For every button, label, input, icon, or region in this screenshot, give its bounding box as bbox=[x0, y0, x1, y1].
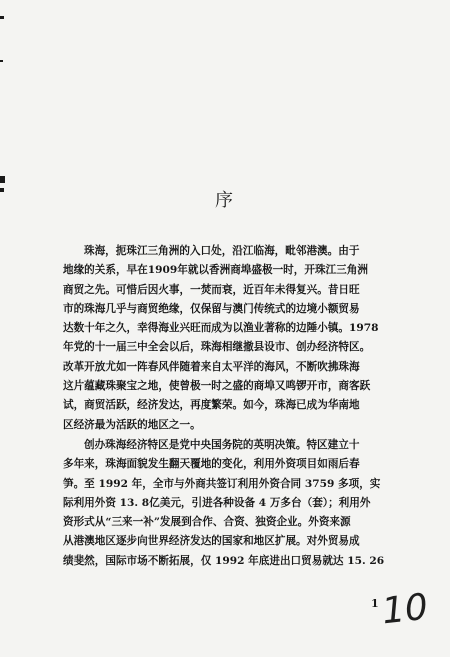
text-line: 从港澳地区逐步向世界经济发达的国家和地区扩展。对外贸易成 bbox=[63, 535, 360, 548]
text-line: 达数十年之久，幸得海业兴旺而成为以渔业著称的边陲小镇。1978 bbox=[63, 322, 379, 335]
text-line: 区经济最为活跃的地区之一。 bbox=[63, 418, 201, 431]
text-line: 改革开放尤如一阵春风伴随着来自太平洋的海风，不断吹拂珠海 bbox=[63, 360, 360, 373]
handwritten-note: 10 bbox=[379, 586, 430, 633]
paragraph-1 bbox=[63, 242, 386, 435]
text-line: 创办珠海经济特区是党中央国务院的英明决策。特区建立十 bbox=[84, 439, 360, 451]
scan-edge-mark bbox=[0, 176, 5, 183]
scan-edge-mark bbox=[0, 60, 3, 62]
text-line: 试，商贸活跃，经济发达，再度繁荣。如今，珠海已成为华南地 bbox=[63, 399, 360, 412]
text-line: 商贸之先。可惜后因火事，一焚而衰，近百年未得复兴。昔日旺 bbox=[63, 283, 360, 296]
text-line: 笋。至 1992 年，全市与外商共签订利用外资合同 3759 多项，实 bbox=[63, 477, 381, 490]
text-line: 际利用外资 13. 8亿美元，引进各种设备 4 万多台（套）；利用外 bbox=[63, 496, 371, 509]
text-line: 资形式从“三来一补”发展到合作、合资、独资企业。外资来源 bbox=[63, 516, 351, 529]
text-line: 珠海，扼珠江三角洲的入口处，沿江临海，毗邻港澳。由于 bbox=[84, 245, 360, 257]
page-number: 1 bbox=[371, 597, 379, 610]
paragraph-2 bbox=[63, 436, 386, 571]
text-line: 这片蕴藏珠聚宝之地，使曾极一时之盛的商埠又鸣锣开市，商客跃 bbox=[63, 380, 371, 393]
text-line: 多年来，珠海面貌发生翻天覆地的变化，利用外资项目如雨后春 bbox=[63, 458, 360, 471]
text-line: 地缘的关系，早在1909年就以香洲商埠盛极一时，开珠江三角洲 bbox=[63, 264, 368, 277]
page-title: 序 bbox=[215, 190, 235, 211]
text-line: 市的珠海几乎与商贸绝缘，仅保留与澳门传统式的边境小额贸易 bbox=[63, 302, 360, 315]
text-line: 年党的十一届三中全会以后，珠海相继撤县设市、创办经济特区。 bbox=[63, 341, 371, 354]
scan-edge-mark bbox=[0, 16, 4, 19]
text-line: 绩斐然，国际市场不断拓展，仅 1992 年底进出口贸易就达 15. 26 bbox=[63, 554, 385, 567]
